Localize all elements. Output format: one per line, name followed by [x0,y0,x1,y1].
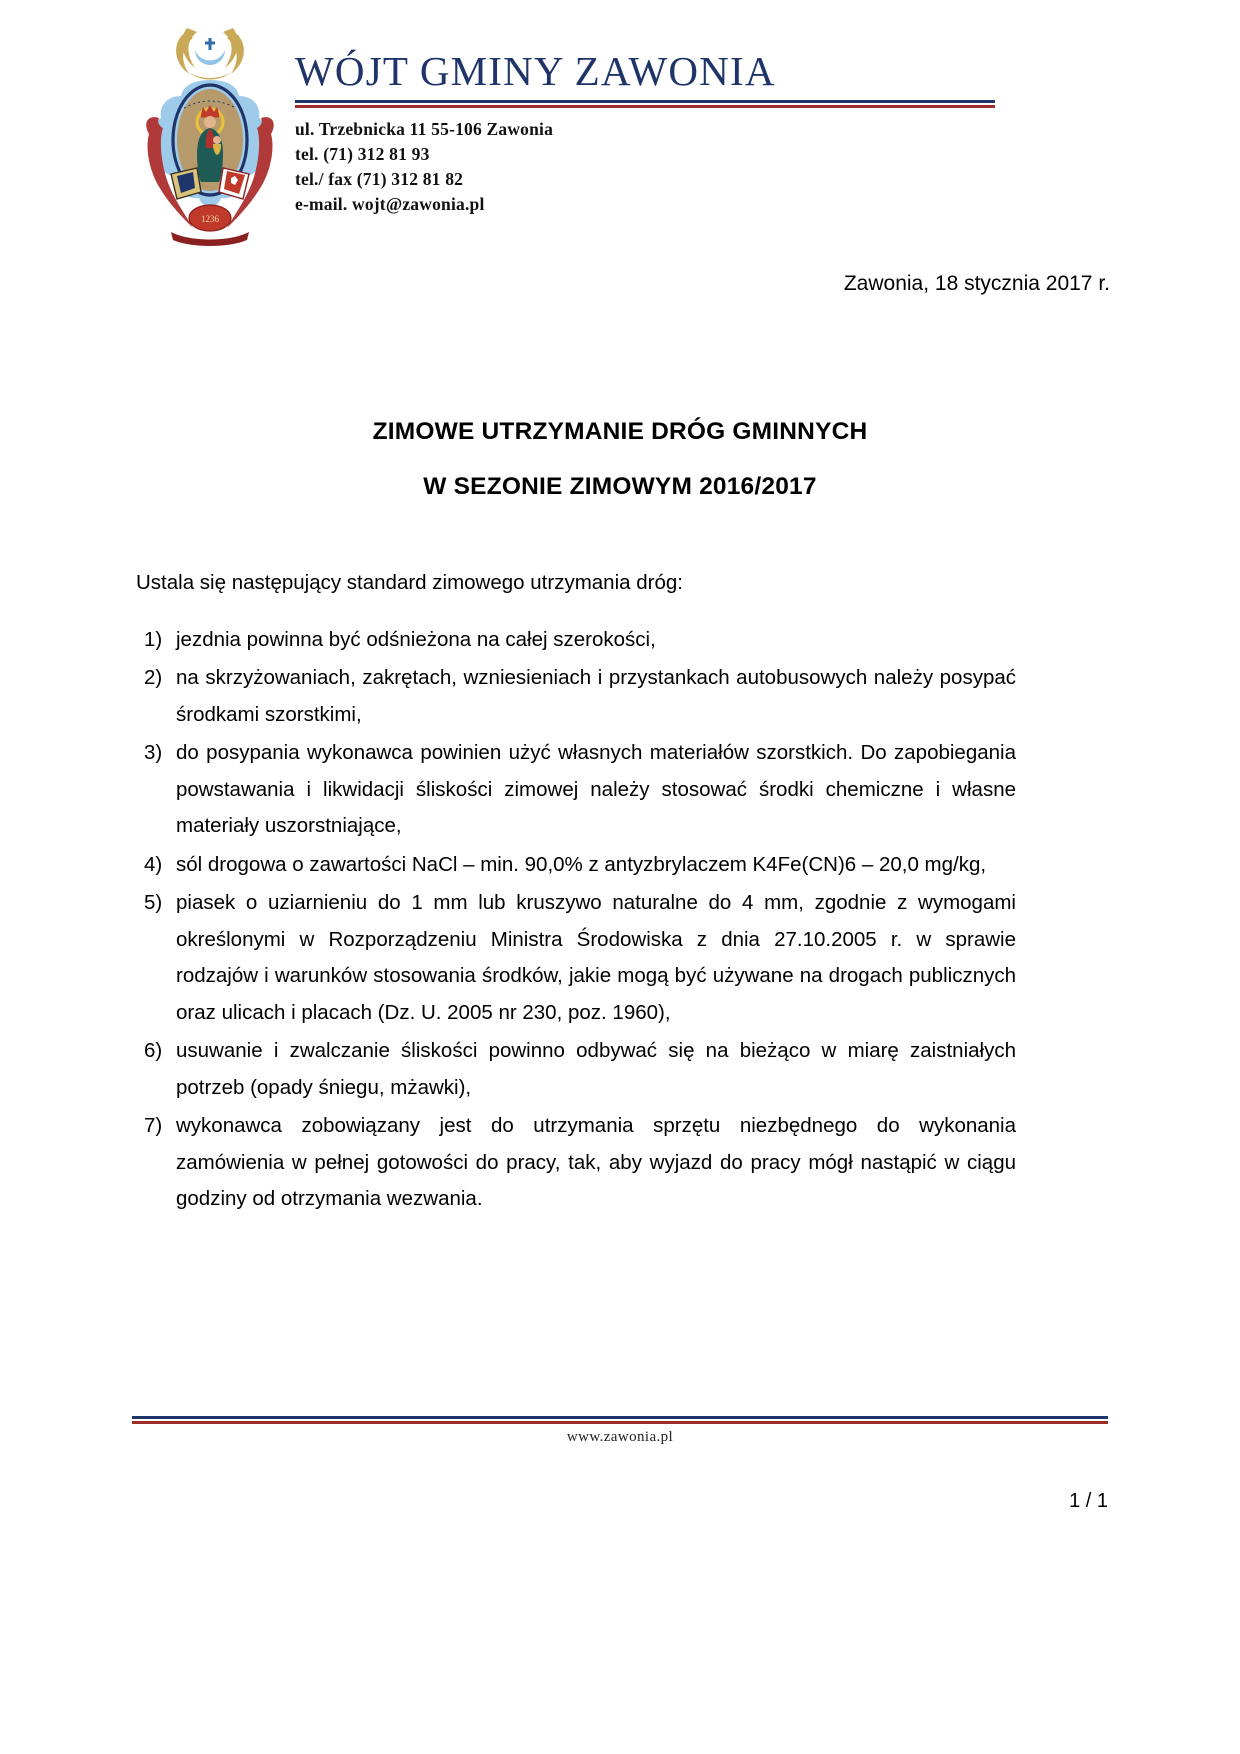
list-item-marker: 2) [144,666,163,690]
list-item-text: sól drogowa o zawartości NaCl – min. 90,0% z antyzbrylaczem K4Fe(CN)6 – 20,0 mg/kg, [176,852,987,876]
organization-title: WÓJT GMINY ZAWONIA [295,48,776,94]
list-item [136,1108,1016,1217]
phone-line: tel. (71) 312 81 93 [295,143,430,164]
contact-details [295,117,1055,216]
list-item-marker: 5) [144,891,163,915]
page-number: 1 / 1 [1069,1490,1108,1512]
divider-red-line [295,105,995,108]
list-item [136,735,1016,844]
address-line: ul. Trzebnicka 11 55-106 Zawonia [295,119,554,140]
list-item-marker: 1) [144,628,163,651]
list-item [136,847,1016,883]
list-item-text: do posypania wykonawca powinien użyć własnych materiałów szorstkich. Do zapobiegania powstawania i likwidacji śliskości zimowej należy stosować środki chemiczne i własne materiały uszorstniające, [176,741,1016,838]
list-item [136,660,1016,733]
list-item-text: wykonawca zobowiązany jest do utrzymania sprzętu niezbędnego do wykonania zamówienia w pełnej gotowości do pracy, tak, aby wyjazd do pracy mógł nastąpić w ciągu godziny od otrzymania wezwania. [176,1114,1016,1211]
footer-divider-red-line [132,1421,1108,1424]
letterhead-text-block [295,50,1055,216]
letterhead [135,22,1055,252]
svg-text:1236: 1236 [201,214,219,224]
standards-list [136,622,1016,1220]
footer-website: www.zawonia.pl [566,1429,674,1445]
list-item-text: piasek o uziarnieniu do 1 mm lub kruszywo naturalne do 4 mm, zgodnie z wymogami określonymi w Rozporządzeniu Ministra Środowiska z dnia 27.10.2005 r. w sprawie rodzajów i warunków stosowania środków, jakie mogą być używane na drogach publicznych oraz ulicach i placach (Dz. U. 2005 nr 230, poz. 1960), [176,891,1016,1024]
list-item-text: jezdnia powinna być odśnieżona na całej szerokości, [176,628,656,651]
date-line: Zawonia, 18 stycznia 2017 r. [843,272,1110,295]
list-item-marker: 3) [144,741,163,765]
intro-paragraph: Ustala się następujący standard zimowego utrzymania dróg: [136,571,683,594]
list-item [136,1033,1016,1106]
list-item [136,622,1016,658]
list-item-text: usuwanie i zwalczanie śliskości powinno odbywać się na bieżąco w miarę zaistniałych potrzeb (opady śniegu, mżawki), [176,1039,1016,1099]
letterhead-divider [295,100,995,108]
list-item-marker: 4) [144,852,163,876]
list-item-text: na skrzyżowaniach, zakrętach, wzniesieniach i przystankach autobusowych należy posypać środkami szorstkimi, [176,666,1016,726]
list-item-marker: 6) [144,1039,163,1063]
footer-divider-navy-line [132,1416,1108,1419]
divider-navy-line [295,100,995,103]
page-title: ZIMOWE UTRZYMANIE DRÓG GMINNYCH [372,418,868,445]
page-footer [132,1416,1108,1446]
email-line: e-mail. wojt@zawonia.pl [295,193,485,214]
list-item-marker: 7) [144,1114,163,1138]
fax-line: tel./ fax (71) 312 81 82 [295,168,464,189]
zawonia-coat-of-arms-icon [135,22,285,247]
list-item [136,885,1016,1031]
page-subtitle: W SEZONIE ZIMOWYM 2016/2017 [423,473,817,500]
